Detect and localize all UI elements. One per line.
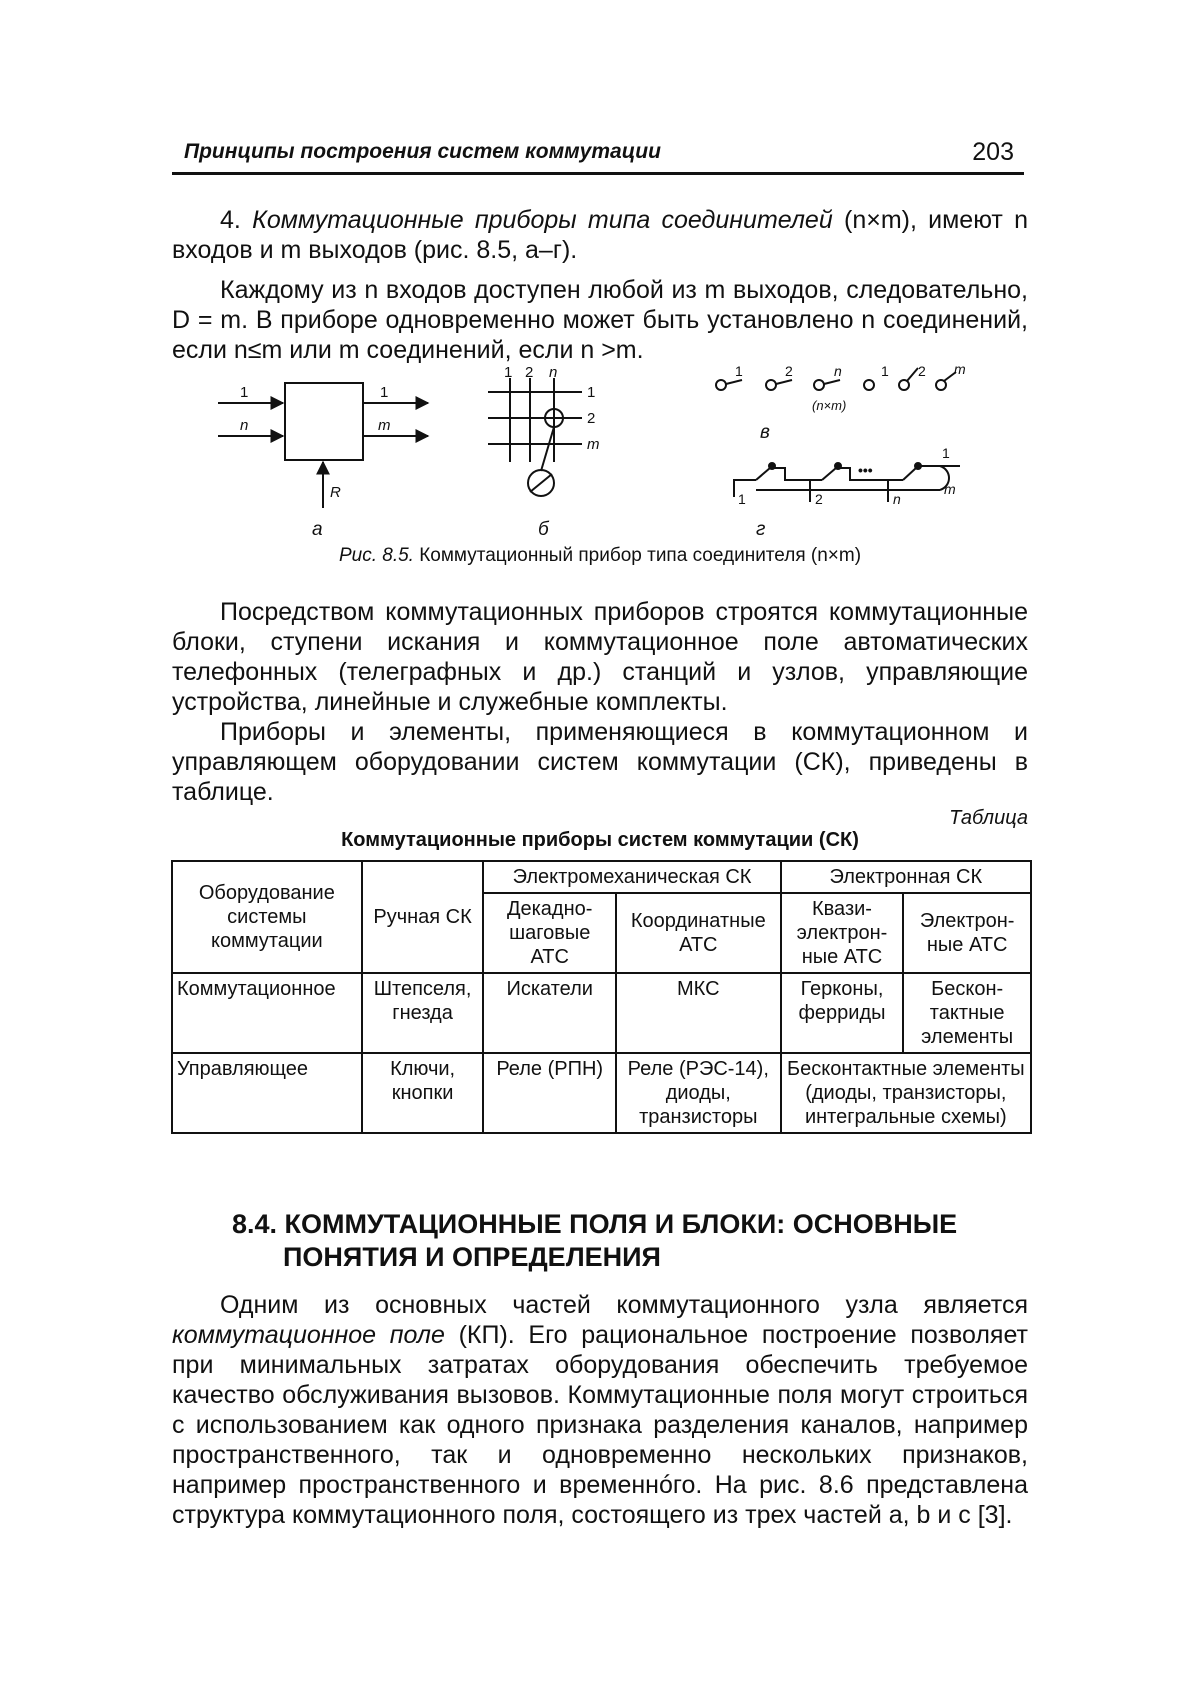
cell-crossbar: МКС [616, 973, 781, 1053]
paragraph-availability: Каждому из n входов доступен любой из m выходов, следовательно, D = m. В приборе одновременно может быть установлено n соединений, если n≤m или m соединений, если n >m. [172, 276, 1028, 364]
label-v-note: (n×m) [812, 398, 847, 413]
row-name: Управляющее [172, 1053, 362, 1133]
term-connectors: Коммутационные приборы типа соединителей [252, 206, 833, 234]
letter-v: в [760, 422, 770, 443]
label-output-1: 1 [380, 384, 389, 401]
letter-g: г [756, 519, 766, 540]
paragraph-rest: (n×m), имеют n входов и m выходов (рис. 8.5, а–г). [172, 206, 1029, 264]
caption-text: Коммутационный прибор типа соединителя (n×m) [413, 545, 862, 566]
diagram-g [734, 463, 960, 502]
paragraph-switching-field [172, 1290, 1028, 1530]
section-heading-line-2: ПОНЯТИЯ И ОПРЕДЕЛЕНИЯ [283, 1242, 661, 1272]
table-title: Коммутационные приборы систем коммутации (СК) [341, 829, 859, 851]
table-row [172, 1053, 1031, 1133]
switch-blade-2 [822, 468, 836, 480]
diagram-b [488, 378, 582, 496]
table-label: Таблица [949, 807, 1028, 829]
cell-electronic: Бескон-тактные элементы [903, 973, 1031, 1053]
label-output-m: m [378, 417, 391, 434]
caption-label: Рис. 8.5. [338, 545, 414, 566]
label-v-d1: 1 [881, 363, 889, 379]
switch-blade-1 [756, 468, 770, 480]
contact-d2-blade [907, 368, 918, 381]
paragraph-lead: Одним из основных частей коммутационного узла является [220, 1291, 1028, 1319]
section-heading-line-1: 8.4. КОММУТАЦИОННЫЕ ПОЛЯ И БЛОКИ: ОСНОВНЫЕ [232, 1209, 958, 1239]
label-column-n: n [549, 364, 558, 381]
contact-c1-blade [726, 380, 742, 384]
contact-d1 [864, 380, 874, 390]
label-v-d2: 2 [918, 363, 926, 379]
label-column-1: 1 [504, 364, 513, 381]
section-heading [232, 1208, 957, 1274]
paragraph-construction: Посредством коммутационных приборов строятся коммутационные блоки, ступени искания и коммутационное поле автоматических телефонных (телеграфных и др.) станций и узлов, управляющие устройства, линейные и служебные комплекты. [172, 598, 1028, 716]
label-g-dots: ••• [858, 462, 873, 478]
label-g-out-m: m [944, 481, 956, 497]
label-v-1: 1 [735, 363, 743, 379]
page-number: 203 [972, 138, 1014, 166]
letter-a: а [312, 519, 323, 540]
table-row [172, 973, 1031, 1053]
switching-devices-table [171, 860, 1032, 1134]
cell-crossbar: Реле (РЭС-14), диоды, транзисторы [616, 1053, 781, 1133]
switch-blade-n [903, 468, 916, 480]
header-electronic: Электронная СК [781, 861, 1031, 893]
running-header-title: Принципы построения систем коммутации [184, 140, 661, 163]
header-quasi-electronic: Квази-электрон-ные АТС [781, 893, 904, 973]
link-segment-1 [770, 468, 822, 480]
label-g-in-2: 2 [815, 491, 823, 507]
label-column-2: 2 [525, 364, 534, 381]
contact-d2 [899, 380, 909, 390]
term-switching-field: коммутационное поле [172, 1321, 445, 1349]
contact-c2-blade [776, 380, 792, 384]
figure-8-5 [0, 0, 1190, 560]
label-g-out-1: 1 [942, 445, 950, 461]
header-electronic-exchange: Электрон-ные АТС [903, 893, 1031, 973]
contact-cn [814, 380, 824, 390]
label-v-2: 2 [785, 363, 793, 379]
header-decade-step: Декадно-шаговые АТС [483, 893, 615, 973]
cell-manual: Штепселя, гнезда [362, 973, 484, 1053]
table-header-row-1 [172, 861, 1031, 893]
label-row-2: 2 [587, 410, 596, 427]
label-control-r: R [330, 484, 341, 501]
header-manual: Ручная СК [362, 861, 484, 973]
cell-decade: Искатели [483, 973, 615, 1053]
control-link [541, 427, 554, 471]
paragraph-rest: (КП). Его рациональное построение позволяет при минимальных затратах оборудования обеспечить требуемое качество обслуживания вызовов. Коммутационные поля могут строиться с использованием как одного признака разделения каналов, например пространственного, так и одновременно нескольких признаков, например пространственного и временнóго. На рис. 8.6 представлена структура коммутационного поля, состоящего из трех частей а, b и c [3]. [172, 1321, 1028, 1529]
label-v-n: n [834, 363, 842, 379]
cell-quasi: Герконы, ферриды [781, 973, 904, 1053]
cell-electronic-merged: Бесконтактные элементы (диоды, транзисторы, интегральные схемы) [781, 1053, 1031, 1133]
label-row-m: m [587, 436, 600, 453]
label-v-m: m [954, 361, 966, 377]
contact-cn-blade [824, 380, 840, 384]
paragraph-devices: Приборы и элементы, применяющиеся в коммутационном и управляющем оборудовании систем коммутации (СК), приведены в таблице. [172, 718, 1028, 806]
electromagnet-stroke [530, 474, 552, 492]
label-input-n: n [240, 417, 249, 434]
label-input-1: 1 [240, 384, 249, 401]
row-name: Коммутационное [172, 973, 362, 1053]
cell-decade: Реле (РПН) [483, 1053, 615, 1133]
cell-manual: Ключи, кнопки [362, 1053, 484, 1133]
contact-c2 [766, 380, 776, 390]
figure-caption [172, 545, 1028, 567]
label-g-in-1: 1 [738, 491, 746, 507]
header-equipment: Оборудование системы коммутации [172, 861, 362, 973]
contact-c1 [716, 380, 726, 390]
header-crossbar: Координатные АТС [616, 893, 781, 973]
paragraph-lead: 4. [220, 206, 253, 234]
label-row-1: 1 [587, 384, 596, 401]
label-g-in-n: n [893, 491, 901, 507]
diagram-a [218, 383, 428, 508]
letter-b: б [538, 519, 549, 540]
device-box [285, 383, 363, 460]
header-electromechanical: Электромеханическая СК [483, 861, 780, 893]
